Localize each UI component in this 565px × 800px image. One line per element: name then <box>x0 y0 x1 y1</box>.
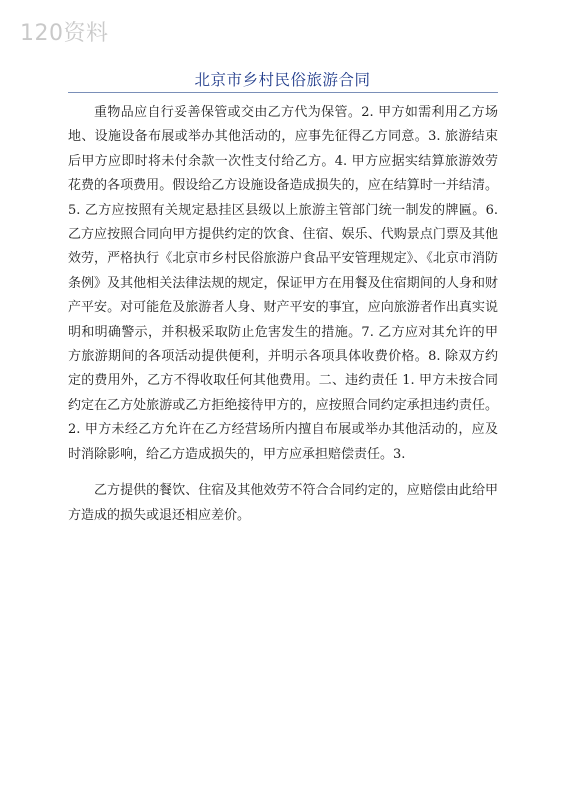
document-title: 北京市乡村民俗旅游合同 <box>194 71 371 89</box>
body-paragraph: 乙方提供的餐饮、住宿及其他效劳不符合合同约定的，应赔偿由此给甲方造成的损失或退还相应差价。 <box>68 483 498 523</box>
title-divider <box>68 92 498 93</box>
document-body <box>68 101 498 528</box>
body-paragraph: 重物品应自行妥善保管或交由乙方代为保管。2. 甲方如需利用乙方场地、设施设备布展或举办其他活动的，应事先征得乙方同意。3. 旅游结束后甲方应即时将未付余款一次性支付给乙方。4. 甲方应据实结算旅游效劳花费的各项费用。假设给乙方设施设备造成损失的，应在结算时一并结清。5. 乙方应按照有关规定悬挂区县级以上旅游主管部门统一制发的牌匾。6. 乙方应按照合同向甲方提供约定的饮食、住宿、娱乐、代购景点门票及其他效劳，严格执行《北京市乡村民俗旅游户食品平安管理规定》、《北京市消防条例》及其他相关法律法规的规定，保证甲方在用餐及住宿期间的人身和财产平安。对可能危及旅游者人身、财产平安的事宜，应向旅游者作出真实说明和明确警示，并积极采取防止危害发生的措施。7. 乙方应对其允许的甲方旅游期间的各项活动提供便利，并明示各项具体收费价格。8. 除双方约定的费用外，乙方不得收取任何其他费用。二、违约责任 1. 甲方未按合同约定在乙方处旅游或乙方拒绝接待甲方的，应按照合同约定承担违约责任。2. 甲方未经乙方允许在乙方经营场所内擅自布展或举办其他活动的，应及时消除影响，给乙方造成损失的，甲方应承担赔偿责任。3. <box>68 105 498 462</box>
watermark: 120资料 <box>20 21 109 46</box>
